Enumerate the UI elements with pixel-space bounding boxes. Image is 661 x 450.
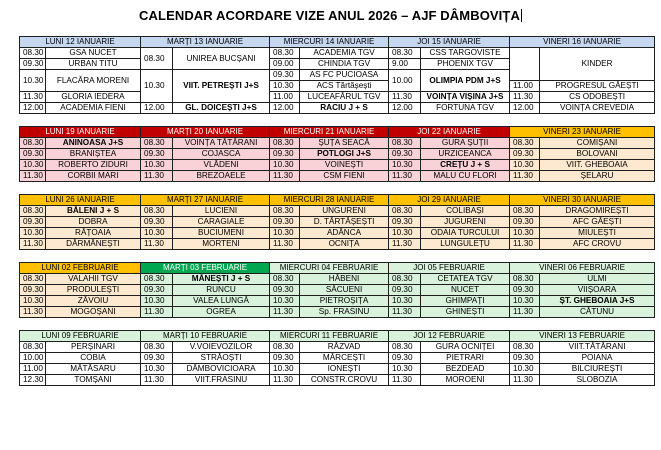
spacer <box>20 182 655 195</box>
team-cell: NUCET <box>421 285 510 296</box>
time-cell: 10.30 <box>389 228 421 239</box>
team-cell: MĂRCEȘTI <box>300 353 389 364</box>
team-cell: UNGURENI <box>300 206 389 217</box>
team-cell: CETATEA TGV <box>421 274 510 285</box>
day-header: VINERI 06 FEBRUARIE <box>510 263 655 274</box>
team-cell: CONSTR.CROVU <box>300 375 389 386</box>
team-cell: ODAIA TURCULUI <box>421 228 510 239</box>
time-cell: 10.30 <box>20 70 46 92</box>
schedule-table <box>19 36 655 386</box>
day-header: VINERI 23 IANUARIE <box>510 127 655 138</box>
time-cell: 11.30 <box>20 92 46 103</box>
team-cell: LUNGULEȚU <box>421 239 510 250</box>
week-header-row <box>20 263 655 274</box>
table-row <box>20 342 655 353</box>
team-cell: PIETROȘIȚA <box>300 296 389 307</box>
team-cell: VLĂDENI <box>173 160 270 171</box>
team-cell: VOINȚA CREVEDIA <box>540 103 655 114</box>
table-row <box>20 149 655 160</box>
text-cursor <box>521 9 522 22</box>
time-cell: 10.30 <box>20 296 46 307</box>
team-cell: GL. DOICEȘTI J+S <box>173 103 270 114</box>
team-cell: BOLOVANI <box>540 149 655 160</box>
team-cell: LUCEAFĂRUL TGV <box>300 92 389 103</box>
table-row <box>20 353 655 364</box>
team-cell: ADÂNCA <box>300 228 389 239</box>
team-cell: MORTENI <box>173 239 270 250</box>
table-row <box>20 206 655 217</box>
time-cell: 08.30 <box>389 48 421 59</box>
time-cell: 10.30 <box>270 296 300 307</box>
time-cell: 12.00 <box>389 103 421 114</box>
team-cell: RACIU J + S <box>300 103 389 114</box>
time-cell: 11.30 <box>389 375 421 386</box>
team-cell: ROBERTO ZIDURI <box>46 160 141 171</box>
time-cell: 08.30 <box>510 138 540 149</box>
team-cell: CORBII MARI <box>46 171 141 182</box>
time-cell: 10.30 <box>389 160 421 171</box>
time-cell: 10.30 <box>141 70 173 103</box>
time-cell: 08.30 <box>510 274 540 285</box>
time-cell: 09.00 <box>270 59 300 70</box>
team-cell: CS ODOBEȘTI <box>540 92 655 103</box>
team-cell: SLOBOZIA <box>540 375 655 386</box>
week-gap <box>20 114 655 127</box>
team-cell: AFC GĂEȘTI <box>540 217 655 228</box>
team-cell: RĂZVAD <box>300 342 389 353</box>
team-cell: MIULEȘTI <box>540 228 655 239</box>
time-cell: 10.30 <box>141 228 173 239</box>
team-cell: FLACĂRA MORENI <box>46 70 141 92</box>
time-cell: 11.30 <box>270 307 300 318</box>
day-header: JOI 15 IANUARIE <box>389 37 510 48</box>
team-cell: GURA OCNIȚEI <box>421 342 510 353</box>
table-row <box>20 307 655 318</box>
time-cell: 10.30 <box>510 296 540 307</box>
team-cell: PERȘINARI <box>46 342 141 353</box>
time-cell: 09.30 <box>20 217 46 228</box>
table-row <box>20 160 655 171</box>
day-header: LUNI 26 IANUARIE <box>20 195 141 206</box>
day-header: JOI 29 IANUARIE <box>389 195 510 206</box>
time-cell: 11.00 <box>510 81 540 92</box>
time-cell: 9.00 <box>389 59 421 70</box>
time-cell: 08.30 <box>270 138 300 149</box>
team-cell: MĂNEȘTI J + S <box>173 274 270 285</box>
time-cell: 09.30 <box>141 217 173 228</box>
team-cell: URZICEANCA <box>421 149 510 160</box>
team-cell: VIIT.TĂTĂRANI <box>540 342 655 353</box>
team-cell: KINDER <box>540 48 655 81</box>
team-cell: LUCIENI <box>173 206 270 217</box>
team-cell: ACADEMIA TGV <box>300 48 389 59</box>
time-cell: 11.30 <box>389 239 421 250</box>
team-cell: ANINOASA J+S <box>46 138 141 149</box>
time-cell: 09.30 <box>270 217 300 228</box>
team-cell: DÂMBOVICIOARA <box>173 364 270 375</box>
spacer <box>20 318 655 331</box>
team-cell: DRAGOMIREȘTI <box>540 206 655 217</box>
day-header: MIERCURI 21 IANUARIE <box>270 127 389 138</box>
time-cell: 10.30 <box>141 364 173 375</box>
day-header: LUNI 12 IANUARIE <box>20 37 141 48</box>
team-cell: CĂTUNU <box>540 307 655 318</box>
day-header: JOI 12 FEBRUARIE <box>389 331 510 342</box>
time-cell: 11.30 <box>270 171 300 182</box>
day-header: MARȚI 13 IANUARIE <box>141 37 270 48</box>
team-cell: HĂBENI <box>300 274 389 285</box>
time-cell: 10.30 <box>389 296 421 307</box>
team-cell: POTLOGI J+S <box>300 149 389 160</box>
time-cell: 09.30 <box>270 149 300 160</box>
time-cell: 10.30 <box>141 296 173 307</box>
team-cell: PRODULEȘTI <box>46 285 141 296</box>
team-cell: AS FC PUCIOASA <box>300 70 389 81</box>
time-cell: 11.30 <box>270 239 300 250</box>
team-cell: BĂLENI J + S <box>46 206 141 217</box>
time-cell: 11.30 <box>141 307 173 318</box>
time-cell: 10.30 <box>510 364 540 375</box>
team-cell: FORTUNA TGV <box>421 103 510 114</box>
time-cell: 11.30 <box>510 239 540 250</box>
day-header: VINERI 16 IANUARIE <box>510 37 655 48</box>
team-cell: Sp. FRASINU <box>300 307 389 318</box>
table-row <box>20 239 655 250</box>
day-header: LUNI 09 FEBRUARIE <box>20 331 141 342</box>
time-cell: 09.30 <box>510 353 540 364</box>
time-cell: 09.30 <box>389 353 421 364</box>
team-cell: VOINEȘTI <box>300 160 389 171</box>
day-header: MARȚI 27 IANUARIE <box>141 195 270 206</box>
team-cell: JUGURENI <box>421 217 510 228</box>
day-header: LUNI 19 IANUARIE <box>20 127 141 138</box>
time-cell: 08.30 <box>389 274 421 285</box>
team-cell: MĂTĂSARU <box>46 364 141 375</box>
team-cell: ACS Tărtășești <box>300 81 389 92</box>
time-cell: 08.30 <box>389 206 421 217</box>
time-cell: 09.30 <box>389 149 421 160</box>
team-cell: MALU CU FLORI <box>421 171 510 182</box>
time-cell: 11.00 <box>20 364 46 375</box>
team-cell: URBAN TITU <box>46 59 141 70</box>
time-cell: 10.30 <box>270 228 300 239</box>
team-cell: BEZDEAD <box>421 364 510 375</box>
time-cell: 08.30 <box>270 206 300 217</box>
team-cell: VIIT.FRASINU <box>173 375 270 386</box>
time-cell: 08.30 <box>270 274 300 285</box>
time-cell: 08.30 <box>270 342 300 353</box>
table-row <box>20 296 655 307</box>
time-cell: 08.30 <box>141 342 173 353</box>
time-cell: 09.30 <box>20 149 46 160</box>
time-cell: 10.30 <box>270 160 300 171</box>
table-row <box>20 375 655 386</box>
team-cell: COLIBAȘI <box>421 206 510 217</box>
time-cell: 09.30 <box>20 285 46 296</box>
time-cell: 09.30 <box>510 285 540 296</box>
team-cell: COMIȘANI <box>540 138 655 149</box>
time-cell: 08.30 <box>20 206 46 217</box>
team-cell: VIIT. PETREȘTI J+S <box>173 70 270 103</box>
team-cell: ZĂVOIU <box>46 296 141 307</box>
team-cell: ȘUȚA SEACĂ <box>300 138 389 149</box>
team-cell: STRĂOȘTI <box>173 353 270 364</box>
team-cell: AFC CROVU <box>540 239 655 250</box>
time-cell: 12.30 <box>20 375 46 386</box>
team-cell: ȘELARU <box>540 171 655 182</box>
table-row <box>20 171 655 182</box>
time-cell: 09.30 <box>270 285 300 296</box>
time-cell: 12.00 <box>270 103 300 114</box>
team-cell: D. TĂRTĂȘEȘTI <box>300 217 389 228</box>
time-cell: 08.30 <box>141 274 173 285</box>
week-gap <box>20 182 655 195</box>
time-cell: 08.30 <box>20 342 46 353</box>
team-cell: GURA ȘUȚII <box>421 138 510 149</box>
team-cell: PROGRESUL GĂEȘTI <box>540 81 655 92</box>
team-cell: BRANIȘTEA <box>46 149 141 160</box>
team-cell: VALEA LUNGĂ <box>173 296 270 307</box>
team-cell: VOINȚA VIȘINA J+S <box>421 92 510 103</box>
team-cell: VIIT. GHEBOAIA <box>540 160 655 171</box>
table-row <box>20 138 655 149</box>
time-cell: 08.30 <box>141 138 173 149</box>
day-header: MIERCURI 04 FEBRUARIE <box>270 263 389 274</box>
day-header: MIERCURI 14 IANUARIE <box>270 37 389 48</box>
time-cell: 08.30 <box>20 138 46 149</box>
table-row <box>20 103 655 114</box>
time-cell: 09.30 <box>270 353 300 364</box>
team-cell: ȘT. GHEBOAIA J+S <box>540 296 655 307</box>
time-cell: 11.30 <box>510 171 540 182</box>
team-cell: PIETRARI <box>421 353 510 364</box>
time-cell: 10.30 <box>270 364 300 375</box>
time-cell <box>510 48 540 81</box>
week-gap <box>20 318 655 331</box>
time-cell: 12.00 <box>141 103 173 114</box>
time-cell: 11.30 <box>510 307 540 318</box>
time-cell: 09.30 <box>389 217 421 228</box>
team-cell: BREZOAELE <box>173 171 270 182</box>
time-cell: 09.30 <box>141 285 173 296</box>
time-cell: 11.30 <box>389 171 421 182</box>
team-cell: DOBRA <box>46 217 141 228</box>
week-header-row <box>20 37 655 48</box>
week-header-row <box>20 127 655 138</box>
table-row <box>20 92 655 103</box>
table-row <box>20 274 655 285</box>
team-cell: GLORIA IEDERA <box>46 92 141 103</box>
time-cell: 08.30 <box>20 48 46 59</box>
day-header: MARȚI 03 FEBRUARIE <box>141 263 270 274</box>
time-cell: 08.30 <box>270 48 300 59</box>
time-cell: 09.30 <box>270 70 300 81</box>
team-cell: COBIA <box>46 353 141 364</box>
time-cell: 11.30 <box>510 375 540 386</box>
time-cell: 10.30 <box>20 160 46 171</box>
table-row <box>20 217 655 228</box>
time-cell: 09.30 <box>141 149 173 160</box>
team-cell: UNIREA BUCȘANI <box>173 48 270 70</box>
day-header: JOI 22 IANUARIE <box>389 127 510 138</box>
day-header: MARȚI 10 FEBRUARIE <box>141 331 270 342</box>
team-cell: PHOENIX TGV <box>421 59 510 70</box>
team-cell: ULMI <box>540 274 655 285</box>
page-title: CALENDAR ACORDARE VIZE ANUL 2026 – AJF DÂMBOVIȚA <box>139 8 520 23</box>
time-cell: 11.30 <box>510 92 540 103</box>
time-cell: 11.30 <box>389 92 421 103</box>
time-cell: 11.30 <box>270 375 300 386</box>
week-gap <box>20 250 655 263</box>
team-cell: OLIMPIA PDM J+S <box>421 70 510 92</box>
day-header: MIERCURI 11 FEBRUARIE <box>270 331 389 342</box>
time-cell: 11.30 <box>20 307 46 318</box>
time-cell: 11.00 <box>270 92 300 103</box>
team-cell: RĂȚOAIA <box>46 228 141 239</box>
time-cell: 10.30 <box>270 81 300 92</box>
day-header: MIERCURI 28 IANUARIE <box>270 195 389 206</box>
time-cell: 10.30 <box>389 364 421 375</box>
team-cell: GSA NUCET <box>46 48 141 59</box>
time-cell: 09.30 <box>510 149 540 160</box>
team-cell: CREȚU J + S <box>421 160 510 171</box>
time-cell: 09.30 <box>389 285 421 296</box>
day-header: VINERI 13 FEBRUARIE <box>510 331 655 342</box>
team-cell: OGREA <box>173 307 270 318</box>
team-cell: RUNCU <box>173 285 270 296</box>
team-cell: BUCIUMENI <box>173 228 270 239</box>
time-cell: 10.30 <box>510 228 540 239</box>
team-cell: POIANA <box>540 353 655 364</box>
team-cell: IONEȘTI <box>300 364 389 375</box>
time-cell: 11.30 <box>141 375 173 386</box>
time-cell: 10.30 <box>141 160 173 171</box>
time-cell: 09.30 <box>20 59 46 70</box>
team-cell: V.VOIEVOZILOR <box>173 342 270 353</box>
time-cell: 08.30 <box>510 206 540 217</box>
time-cell: 08.30 <box>389 138 421 149</box>
day-header: LUNI 02 FEBRUARIE <box>20 263 141 274</box>
team-cell: CARAGIALE <box>173 217 270 228</box>
team-cell: VIIȘOARA <box>540 285 655 296</box>
time-cell: 09.30 <box>141 353 173 364</box>
time-cell: 08.30 <box>141 206 173 217</box>
table-row <box>20 285 655 296</box>
time-cell: 10.30 <box>20 228 46 239</box>
time-cell: 11.30 <box>389 307 421 318</box>
table-row <box>20 48 655 59</box>
team-cell: CSM FIENI <box>300 171 389 182</box>
time-cell: 12.00 <box>20 103 46 114</box>
table-row <box>20 364 655 375</box>
time-cell: 08.30 <box>141 48 173 70</box>
team-cell: CHINDIA TGV <box>300 59 389 70</box>
team-cell: MOGOȘANI <box>46 307 141 318</box>
time-cell: 11.30 <box>20 171 46 182</box>
team-cell: GHIMPAȚI <box>421 296 510 307</box>
team-cell: CSS TARGOVISTE <box>421 48 510 59</box>
team-cell: DĂRMĂNEȘTI <box>46 239 141 250</box>
time-cell: 12.00 <box>510 103 540 114</box>
time-cell: 08.30 <box>20 274 46 285</box>
team-cell: VALAHII TGV <box>46 274 141 285</box>
week-header-row <box>20 195 655 206</box>
spacer <box>20 114 655 127</box>
time-cell: 11.30 <box>141 239 173 250</box>
day-header: JOI 05 FEBRUARIE <box>389 263 510 274</box>
team-cell: ACADEMIA FIENI <box>46 103 141 114</box>
table-row <box>20 228 655 239</box>
team-cell: GHINEȘTI <box>421 307 510 318</box>
time-cell: 10.00 <box>389 70 421 92</box>
day-header: MARȚI 20 IANUARIE <box>141 127 270 138</box>
team-cell: TOMȘANI <box>46 375 141 386</box>
day-header: VINERI 30 IANUARIE <box>510 195 655 206</box>
time-cell: 10.30 <box>510 160 540 171</box>
team-cell: COJASCA <box>173 149 270 160</box>
spacer <box>20 250 655 263</box>
team-cell: BILCIUREȘTI <box>540 364 655 375</box>
team-cell: VOINȚA TĂTĂRANI <box>173 138 270 149</box>
team-cell: OCNIȚA <box>300 239 389 250</box>
time-cell: 11.30 <box>141 171 173 182</box>
time-cell: 09.30 <box>510 217 540 228</box>
time-cell: 08.30 <box>389 342 421 353</box>
time-cell: 08.30 <box>510 342 540 353</box>
time-cell: 10.00 <box>20 353 46 364</box>
team-cell: SĂCUENI <box>300 285 389 296</box>
team-cell: MOROENI <box>421 375 510 386</box>
time-cell: 11.30 <box>20 239 46 250</box>
week-header-row <box>20 331 655 342</box>
